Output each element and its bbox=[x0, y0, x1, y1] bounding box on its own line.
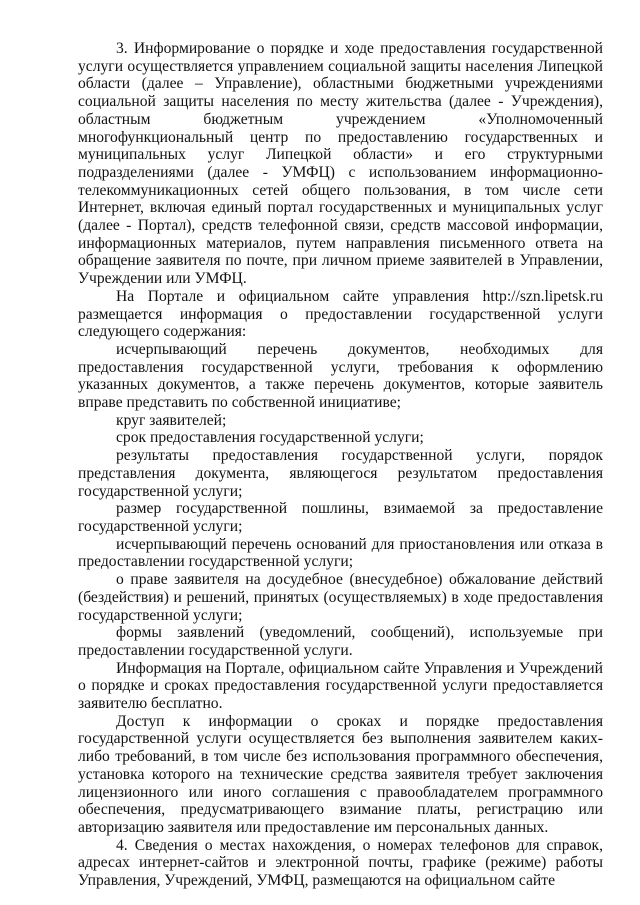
list-item-service-results: результаты предоставления государственной услуги, порядок представления документа, являющегося результатом предоставления государственной услуги; bbox=[78, 447, 603, 500]
list-item-application-forms: формы заявлений (уведомлений, сообщений), используемые при предоставлении государственной услуги. bbox=[78, 624, 603, 659]
list-item-service-term: срок предоставления государственной услуги; bbox=[116, 429, 424, 447]
list-item-documents-list: исчерпывающий перечень документов, необходимых для предоставления государственной услуги, требования к оформлению указанных документов, а также перечень документов, которые заявитель вправе представить по собственной инициативе; bbox=[78, 340, 603, 412]
list-item-state-fee: размер государственной пошлины, взимаемой за предоставление государственной услуги; bbox=[78, 500, 603, 535]
paragraph-free-information: Информация на Портале, официальном сайте Управления и Учреждений о порядке и сроках предоставления государственной услуги предоставляется заявителю бесплатно. bbox=[78, 659, 603, 713]
document-body bbox=[78, 40, 603, 890]
paragraph-portal-info: На Портале и официальном сайте управления http://szn.lipetsk.ru размещается информация о предоставлении государственной услуги следующего содержания: bbox=[78, 287, 603, 341]
paragraph-information-access: Доступ к информации о сроках и порядке предоставления государственной услуги осуществляется без выполнения заявителем каких-либо требований, в том числе без использования программного обеспечения, установка которого на технические средства заявителя требует заключения лицензионного или иного соглашения с правообладателем программного обеспечения, предусматривающего взимание платы, регистрацию или авторизацию заявителя или предоставление им персональных данных. bbox=[78, 712, 603, 836]
list-item-appeal-right: о праве заявителя на досудебное (внесудебное) обжалование действий (бездействия) и решений, принятых (осуществляемых) в ходе предоставления государственной услуги; bbox=[78, 571, 603, 624]
list-item-applicants: круг заявителей; bbox=[116, 411, 227, 429]
paragraph-informing-procedure: 3. Информирование о порядке и ходе предоставления государственной услуги осуществляется управлением социальной защиты населения Липецкой области (далее – Управление), областными бюджетными учреждениями социальной защиты населения по месту жительства (далее - Учреждения), областным бюджетным учреждением «Уполномоченный многофункциональный центр по предоставлению государственных и муниципальных услуг Липецкой области» и его структурными подразделениями (далее - УМФЦ) с использованием информационно-телекоммуникационных сетей общего пользования, в том числе сети Интернет, включая единый портал государственных и муниципальных услуг (далее - Портал), средств телефонной связи, средств массовой информации, информационных материалов, путем направления письменного ответа на обращение заявителя по почте, при личном приеме заявителей в Управлении, Учреждении или УМФЦ. bbox=[78, 40, 603, 288]
paragraph-locations-contacts: 4. Сведения о местах нахождения, о номерах телефонов для справок, адресах интернет-сайтов и электронной почты, графике (режиме) работы Управления, Учреждений, УМФЦ, размещаются на официальном сайте bbox=[78, 836, 603, 890]
list-item-refusal-grounds: исчерпывающий перечень оснований для приостановления или отказа в предоставлении государственной услуги; bbox=[78, 535, 603, 571]
